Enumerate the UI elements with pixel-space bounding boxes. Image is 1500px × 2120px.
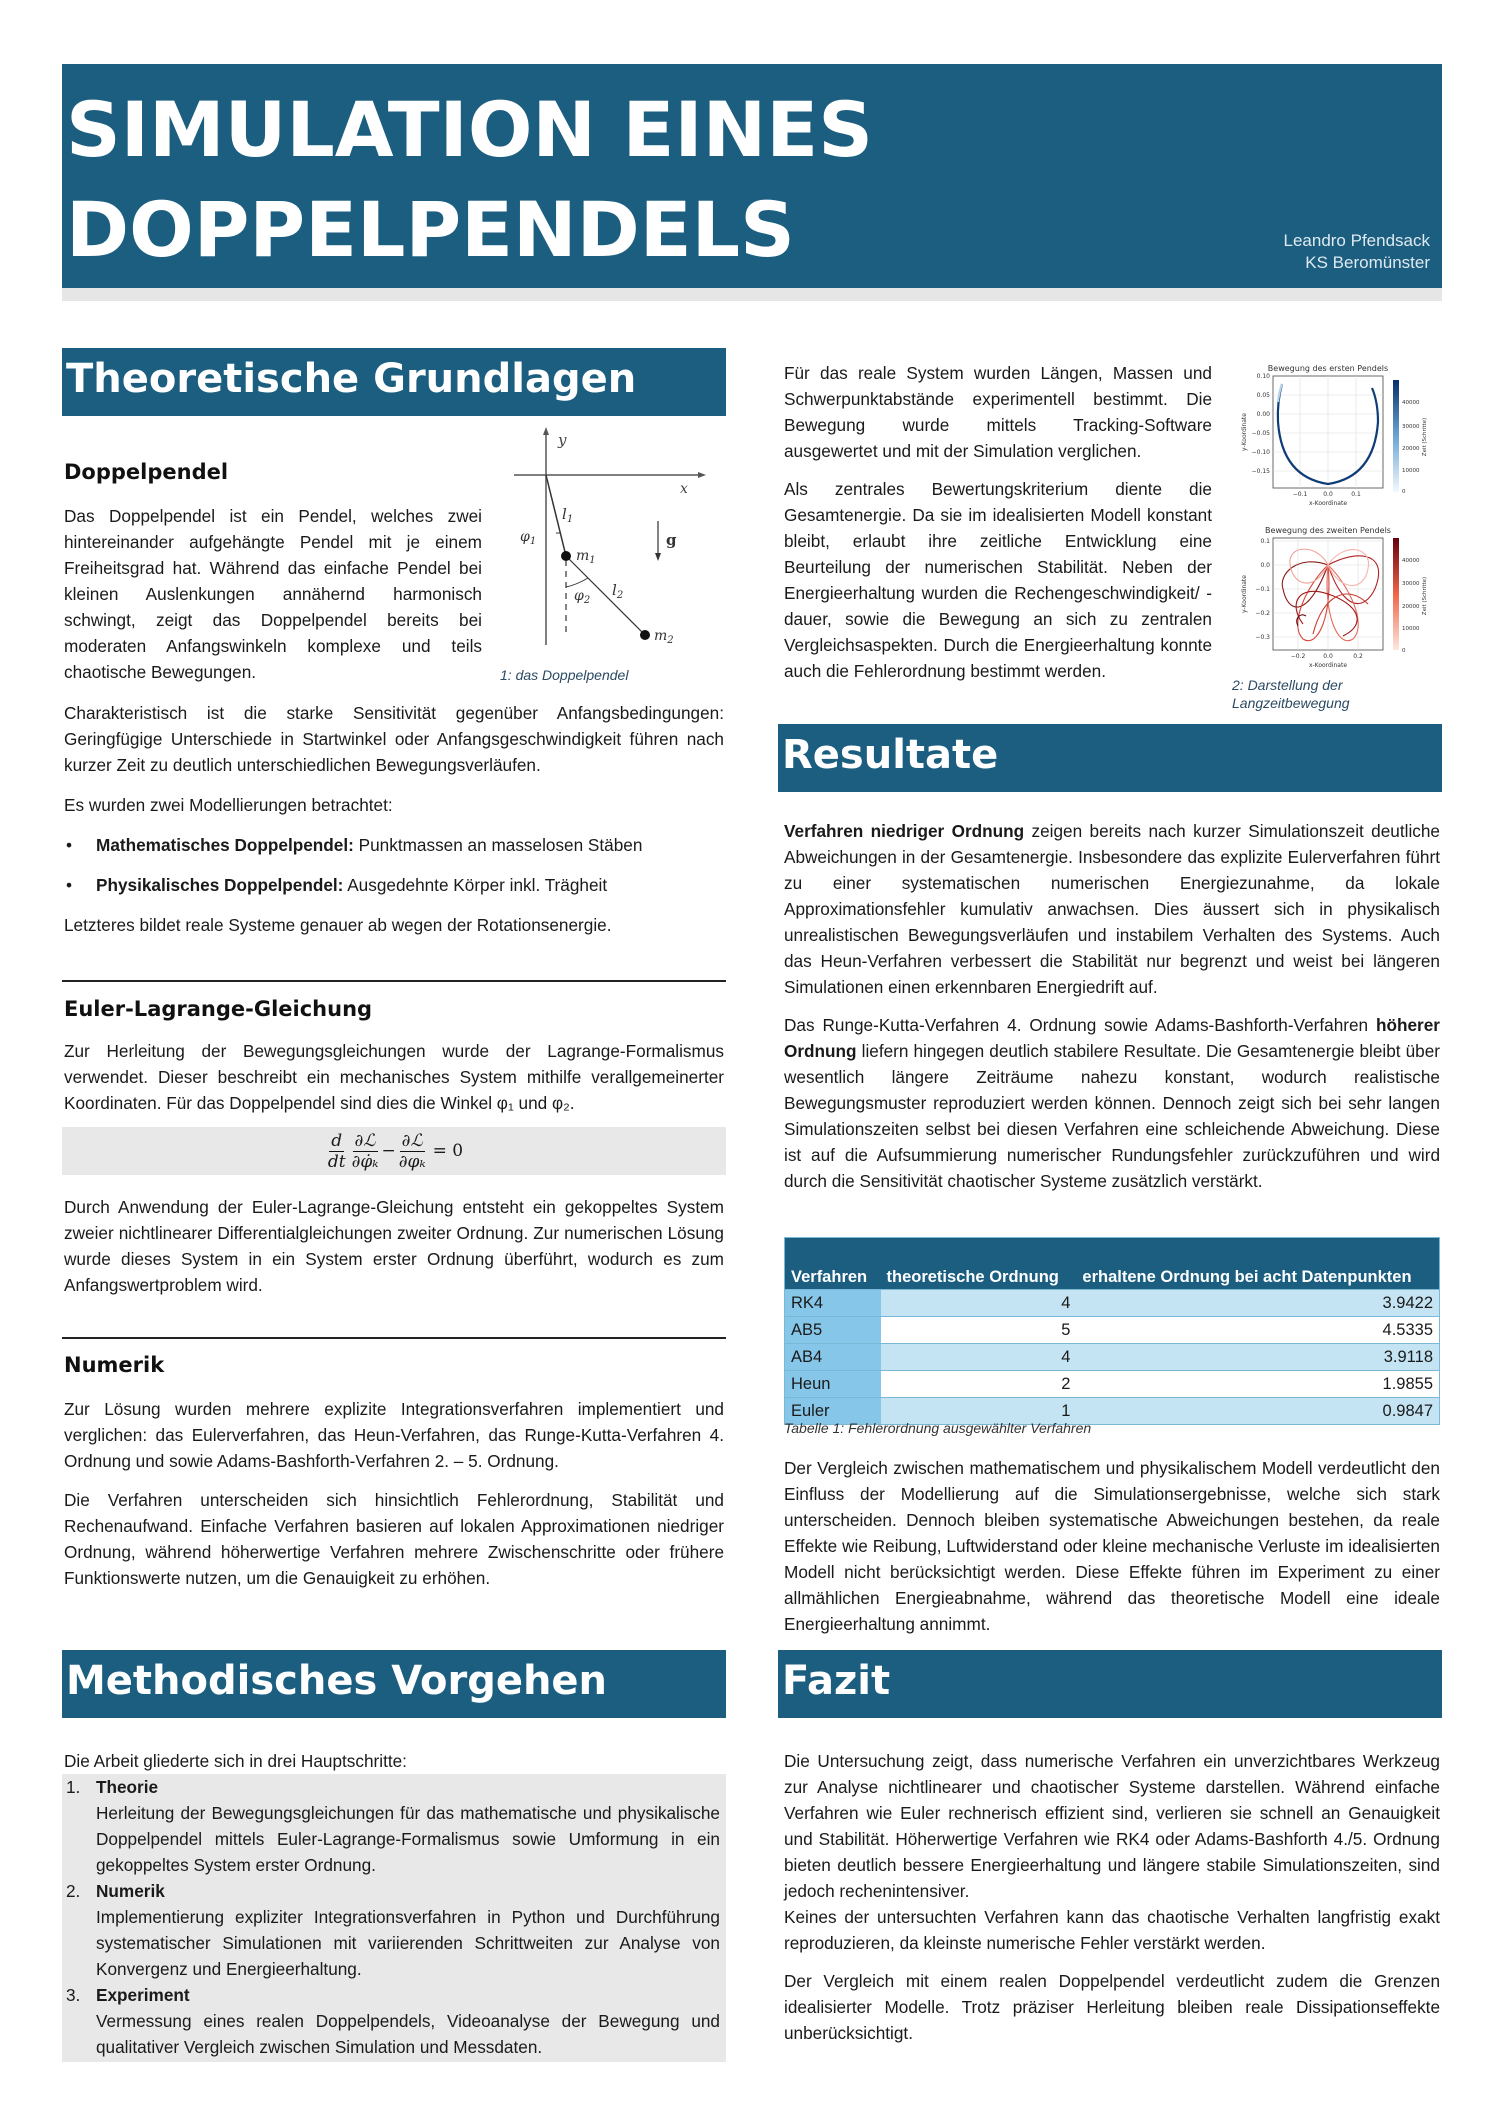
svg-text:x-Koordinate: x-Koordinate [1308, 662, 1348, 669]
svg-text:−0.10: −0.10 [1251, 449, 1270, 456]
model-item: • Physikalisches Doppelpendel: Ausgedehnte Körper inkl. Trägheit [64, 872, 724, 898]
experiment-paragraph: Für das reale System wurden Längen, Massen und Schwerpunktabstände experimentell bestimmt. Die Bewegung wurde mittels Tracking-Software ausgewertet und mit der Simulation verglichen. [784, 363, 1212, 461]
section-heading-theory: Theoretische Grundlagen [62, 348, 726, 416]
svg-text:0.0: 0.0 [1323, 653, 1333, 660]
title-banner [62, 64, 1442, 288]
table-1-caption: Tabelle 1: Fehlerordnung ausgewählter Verfahren [784, 1420, 1092, 1436]
svg-text:φ2: $\varphi_2$ [574, 588, 591, 606]
double-pendulum-diagram [500, 425, 740, 655]
plot-first-pendulum [1228, 362, 1468, 522]
svg-text:y-Koordinate: y-Koordinate [1241, 413, 1248, 451]
svg-text:m2: $m_2$ [654, 628, 674, 646]
svg-text:x: x [680, 481, 688, 497]
svg-text:0.00: 0.00 [1256, 411, 1270, 418]
svg-text:0: 0 [1402, 489, 1406, 495]
svg-text:0.2: 0.2 [1353, 653, 1363, 660]
svg-text:−0.1: −0.1 [1255, 586, 1270, 593]
y-axis-label: y [558, 431, 567, 449]
svg-text:0.1: 0.1 [1351, 491, 1361, 498]
title-underbar [62, 288, 1442, 301]
svg-text:y-Koordinate: y-Koordinate [1241, 575, 1248, 613]
plot-second-pendulum [1228, 524, 1468, 674]
table-row: AB4 4 3.9118 [785, 1344, 1440, 1371]
divider [62, 1337, 726, 1339]
svg-text:l2: $l_2$ [612, 581, 624, 601]
author-block [1284, 230, 1431, 274]
author-name: Leandro Pfendsack [1283, 231, 1430, 250]
figure-1-caption: 1: das Doppelpendel [500, 667, 629, 683]
error-order-table [784, 1237, 1440, 1425]
results-paragraph-2: Das Runge-Kutta-Verfahren 4. Ordnung sowie Adams-Bashforth-Verfahren höherer Ordnung liefern hingegen deutlich stabilere Resultate. Die Gesamtenergie bleibt über wesentlich längere Zeiträume nahezu konstant, wodurch realistische Bewegungsmuster reproduziert werden können. Dennoch zeigt sich bei sehr langen Simulationszeiten selbst bei diesen Verfahren eine schleichende Abweichung. Diese ist auf die Aufsummierung numerischer Rundungsfehler zurückzuführen und wird durch die Sensitivität chaotischer Systeme zusätzlich verstärkt. [784, 1015, 1440, 1191]
results-paragraph-3: Der Vergleich zwischen mathematischem und physikalischem Modell verdeutlicht den Einfluss der Modellierung auf die Simulationsergebnisse, welche sich stark unterscheiden. Dennoch bleiben systematische Abweichungen bestehen, da reale Effekte wie Reibung, Luftwiderstand oder kleine mechanische Verluste im idealisierten Modell nicht berücksichtigt werden. Diese Effekte führen im Experiment zu einer allmählichen Energieabnahme, während das theoretische Modell eine ideale Energieerhaltung annimmt. [784, 1458, 1440, 1634]
svg-text:0.0: 0.0 [1260, 562, 1270, 569]
svg-text:40000: 40000 [1402, 400, 1420, 406]
svg-text:0.10: 0.10 [1256, 373, 1270, 380]
svg-text:10000: 10000 [1402, 468, 1420, 474]
title-line-1: SIMULATION EINES [66, 85, 873, 174]
col-header-obtained-order: erhaltene Ordnung bei acht Datenpunkten [1076, 1238, 1439, 1290]
col-header-method: Verfahren [785, 1238, 881, 1290]
subheading-euler-lagrange: Euler-Lagrange-Gleichung [64, 997, 373, 1021]
svg-text:30000: 30000 [1402, 581, 1420, 587]
svg-text:φ1: $\varphi_1$ [520, 529, 537, 547]
svg-text:20000: 20000 [1402, 604, 1420, 610]
table-row: Euler 1 0.9847 [785, 1398, 1440, 1425]
method-steps: 1. Theorie Herleitung der Bewegungsgleichungen für das mathematische und physikalische Doppelpendel mittels Euler-Lagrange-Formalismus sowie Umformung in ein gekoppeltes System erster Ordnung. 2. Numerik Implementierung expliziter Integrationsverfahren in Python und Durchführung systematischer Simulationen mit variierenden Schrittweiten zur Analyse von Konvergenz und Energieerhaltung. 3. Experiment Vermessung eines realen Doppelpendels, Videoanalyse der Bewegung und qualitativer Vergleich zwischen Simulation und Messdaten. [62, 1774, 726, 2062]
experiment-paragraph-2: Als zentrales Bewertungskriterium diente die Gesamtenergie. Da sie im idealisierten Modell konstant bleibt, erlaubt ihre zeitliche Entwicklung eine Beurteilung der numerischen Stabilität. Neben der Energieerhaltung wurden die Rechengeschwindigkeit/ -dauer, sowie die Bewegung an sich zu zentralen Vergleichsaspekten. Durch die Energieerhaltung konnte auch die Fehlerordnung bestimmt werden. [784, 479, 1212, 681]
svg-text:Zeit (Schritte): Zeit (Schritte) [1422, 576, 1428, 616]
table-row: AB5 5 4.5335 [785, 1317, 1440, 1344]
svg-text:g: g [666, 531, 677, 549]
models-outro: Letzteres bildet reale Systeme genauer ab wegen der Rotationsenergie. [64, 915, 612, 935]
table-row: Heun 2 1.9855 [785, 1371, 1440, 1398]
svg-text:Bewegung des ersten Pendels: Bewegung des ersten Pendels [1267, 364, 1389, 373]
method-intro: Die Arbeit gliederte sich in drei Hauptschritte: [64, 1751, 407, 1771]
svg-text:0.05: 0.05 [1256, 392, 1270, 399]
models-list [64, 832, 724, 912]
subheading-numerik: Numerik [64, 1353, 165, 1377]
svg-text:−0.2: −0.2 [1255, 610, 1270, 617]
conclusion-paragraph-2: Der Vergleich mit einem realen Doppelpendel verdeutlicht zudem die Grenzen idealisierter Modelle. Trotz präziser Herleitung bleiben reale Dissipationseffekte unberücksichtigt. [784, 1971, 1440, 2043]
conclusion-paragraph-1: Die Untersuchung zeigt, dass numerische Verfahren ein unverzichtbares Werkzeug zur Analyse nichtlinearer und chaotischer Systeme darstellen. Während einfache Verfahren wie Euler rechnerisch effizient sind, verlieren sie schnell an Genauigkeit und Stabilität. Höherwertige Verfahren wie RK4 oder Adams-Bashforth 4./5. Ordnung bieten deutlich bessere Energieerhaltung und längere stabile Simulationszeiten, sind jedoch rechenintensiver. Keines der untersuchten Verfahren kann das chaotische Verhalten langfristig exakt reproduzieren, da kleinste numerische Fehler verstärkt werden. [784, 1751, 1440, 1953]
model-item: • Mathematisches Doppelpendel: Punktmassen an masselosen Stäben [64, 832, 724, 858]
svg-text:10000: 10000 [1402, 626, 1420, 632]
svg-text:0.0: 0.0 [1323, 491, 1333, 498]
table-row: RK4 4 3.9422 [785, 1290, 1440, 1317]
svg-text:−0.15: −0.15 [1251, 468, 1270, 475]
svg-text:m1: $m_1$ [576, 548, 596, 566]
table-header-row [785, 1238, 1440, 1290]
title-line-2: DOPPELPENDELS [66, 185, 795, 274]
models-intro: Es wurden zwei Modellierungen betrachtet: [64, 795, 393, 815]
svg-text:20000: 20000 [1402, 446, 1420, 452]
svg-text:0: 0 [1402, 648, 1406, 654]
svg-text:l1: $l_1$ [562, 505, 574, 525]
subheading-doppelpendel: Doppelpendel [64, 460, 229, 484]
figure-2-caption: 2: Darstellung der Langzeitbewegung [1232, 677, 1350, 711]
svg-text:0.1: 0.1 [1260, 538, 1270, 545]
svg-text:−0.1: −0.1 [1292, 491, 1308, 498]
sensitivity-paragraph: Charakteristisch ist die starke Sensitivität gegenüber Anfangsbedingungen: Geringfügige Unterschiede in Startwinkel oder Anfangsgeschwindigkeit führen nach kurzer Zeit zu deutlich unterschiedlichen Bewegungsverläufen. [64, 703, 724, 775]
numerik-paragraph: Zur Lösung wurden mehrere explizite Integrationsverfahren implementiert und verglichen: das Eulerverfahren, das Heun-Verfahren, das Runge-Kutta-Verfahren 4. Ordnung und sowie Adams-Bashforth-Verfahren 2. – 5. Ordnung. [64, 1399, 724, 1471]
euler-lagrange-paragraph: Zur Herleitung der Bewegungsgleichungen wurde der Lagrange-Formalismus verwendet. Dieser beschreibt ein mechanisches System mithilfe verallgemeinerter Koordinaten. Für das Doppelpendel sind dies die Winkel φ₁ und φ₂. [64, 1041, 724, 1113]
poster-title [66, 80, 873, 280]
divider [62, 980, 726, 982]
svg-text:Bewegung des zweiten Pendels: Bewegung des zweiten Pendels [1265, 526, 1391, 535]
svg-text:30000: 30000 [1402, 424, 1420, 430]
section-heading-method: Methodisches Vorgehen [62, 1650, 726, 1718]
svg-text:x-Koordinate: x-Koordinate [1308, 500, 1348, 507]
results-paragraph-1: Verfahren niedriger Ordnung zeigen bereits nach kurzer Simulationszeit deutliche Abweichungen in der Gesamtenergie. Insbesondere das explizite Eulerverfahren führt zu einer systematischen numerischen Energiezunahme, da lokale Approximationsfehler kumulativ anwachsen. Dies äussert sich in physikalisch unrealistischen Bewegungsverläufen und instabilem Verhalten des Systems. Auch das Heun-Verfahren verbessert die Stabilität nur begrenzt und weist bei längeren Simulationen einen erkennbaren Energiedrift auf. [784, 821, 1440, 997]
svg-text:40000: 40000 [1402, 558, 1420, 564]
svg-text:Zeit (Schritte): Zeit (Schritte) [1422, 417, 1428, 457]
school-name: KS Beromünster [1305, 253, 1430, 272]
numerik-paragraph-2: Die Verfahren unterscheiden sich hinsichtlich Fehlerordnung, Stabilität und Rechenaufwand. Einfache Verfahren basieren auf lokalen Approximationen niedriger Ordnung, während höherwertige Verfahren mehrere Zwischenschritte oder frühere Funktionswerte nutzen, um die Genauigkeit zu erhöhen. [64, 1490, 724, 1588]
doppelpendel-paragraph: Das Doppelpendel ist ein Pendel, welches zwei hintereinander aufgehängte Pendel mit je einem Freiheitsgrad hat. Während das einfache Pendel bei kleinen Auslenkungen annähernd harmonisch schwingt, zeigt das Doppelpendel bereits bei moderaten Anfangswinkeln komplexe und teils chaotische Bewegungen. [64, 506, 482, 682]
col-header-theoretical-order: theoretische Ordnung [881, 1238, 1077, 1290]
svg-text:−0.3: −0.3 [1255, 634, 1270, 641]
section-heading-results: Resultate [778, 724, 1442, 792]
section-heading-conclusion: Fazit [778, 1650, 1442, 1718]
svg-text:−0.2: −0.2 [1290, 653, 1306, 660]
euler-lagrange-paragraph-2: Durch Anwendung der Euler-Lagrange-Gleichung entsteht ein gekoppeltes System zweier nichtlinearer Differentialgleichungen zweiter Ordnung. Zur numerischen Lösung wurde dieses System in ein System erster Ordnung überführt, wodurch es zum Anfangswertproblem wird. [64, 1197, 724, 1295]
euler-lagrange-formula: $\frac{d}{dt}$ $\frac{\text{∂ℒ}}{\text{∂φ̇ₖ}}$ − $\frac{\text{∂ℒ}}{\text{∂φₖ}}$ = 0 [62, 1127, 726, 1175]
svg-text:−0.05: −0.05 [1251, 430, 1270, 437]
